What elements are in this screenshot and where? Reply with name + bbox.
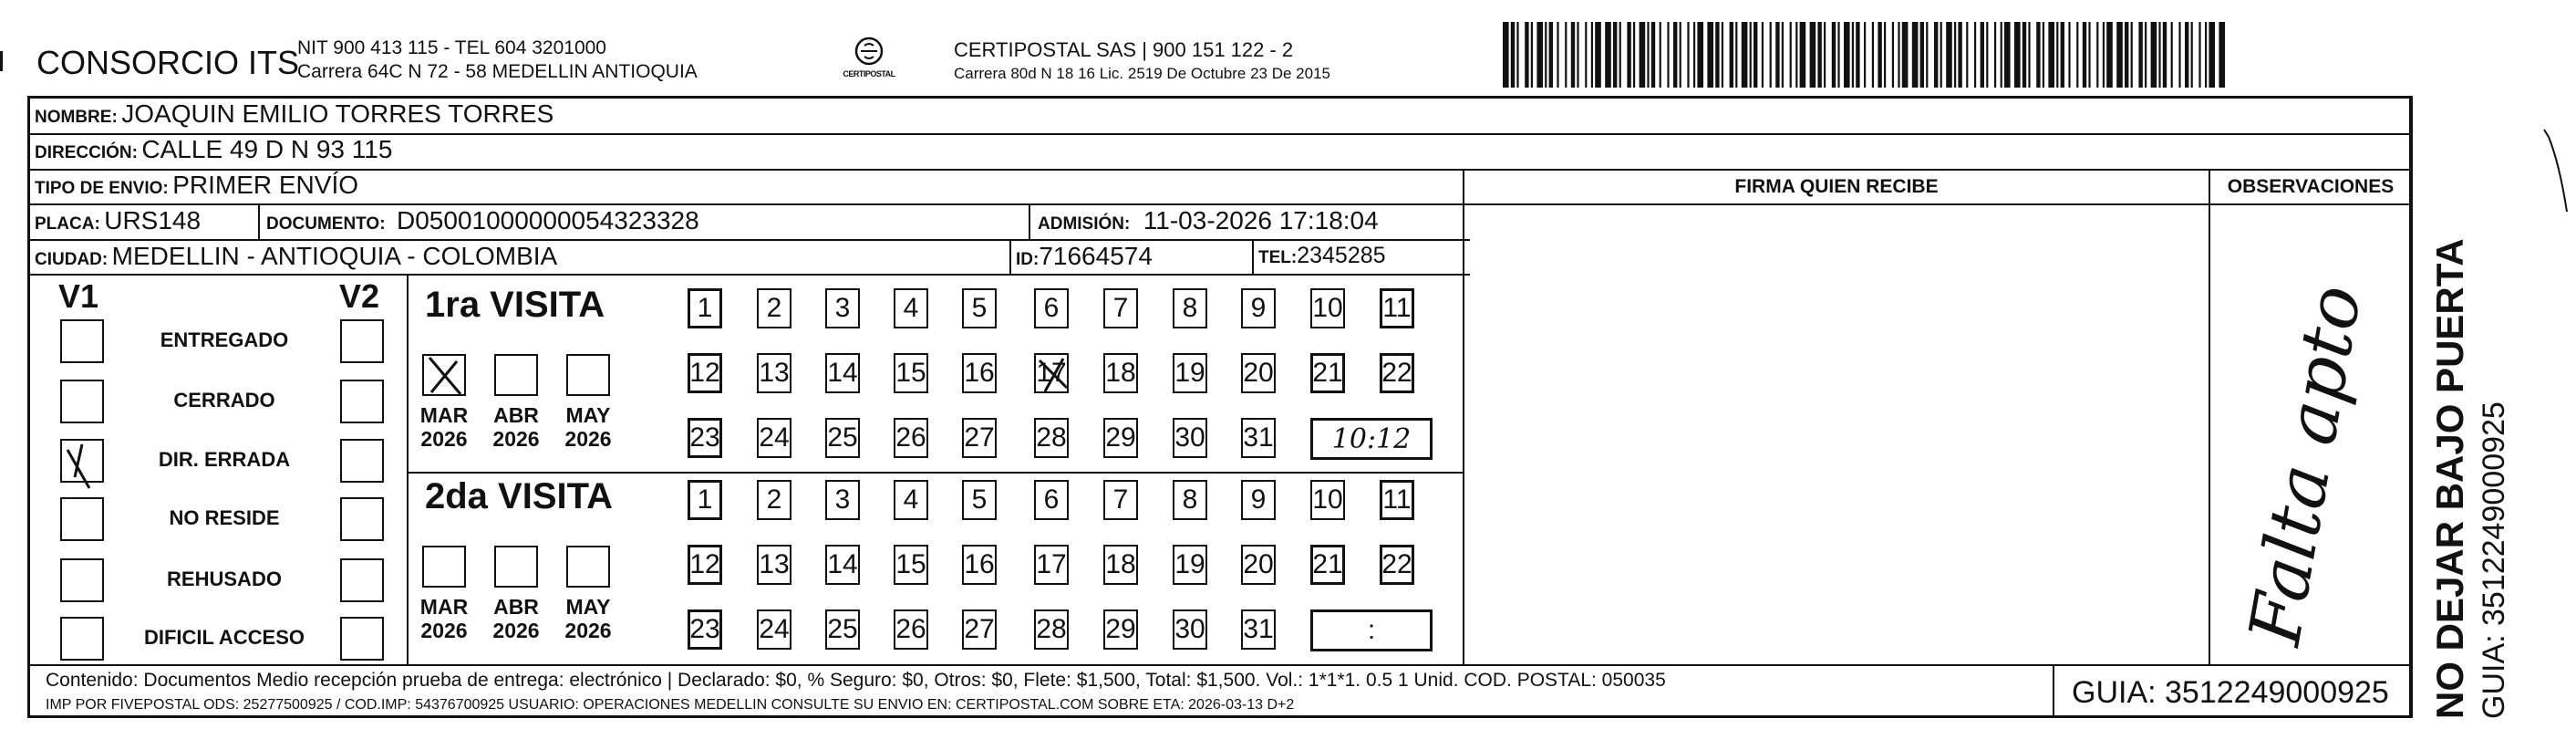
day-box[interactable]: 20 bbox=[1241, 353, 1276, 393]
barcode-bar bbox=[2198, 22, 2200, 88]
month-name: ABR bbox=[493, 595, 539, 619]
tel-field bbox=[1258, 243, 1386, 269]
barcode-bar bbox=[1775, 22, 1779, 88]
barcode-bar bbox=[1585, 22, 1587, 88]
month-checkbox[interactable] bbox=[494, 354, 538, 396]
barcode-bar bbox=[2028, 22, 2030, 88]
barcode-bar bbox=[1640, 22, 1646, 88]
tipo-envio-label: TIPO DE ENVIO: bbox=[35, 179, 169, 198]
barcode-bar bbox=[2036, 22, 2040, 88]
day-box[interactable]: 10 bbox=[1310, 288, 1345, 328]
day-box[interactable]: 1 bbox=[688, 288, 722, 328]
day-box[interactable]: 30 bbox=[1173, 418, 1207, 458]
barcode-bar bbox=[1735, 22, 1737, 88]
barcode-bar bbox=[1954, 22, 1956, 88]
barcode-bar bbox=[1844, 22, 1850, 88]
barcode-bar bbox=[2023, 22, 2026, 88]
month-name: MAR bbox=[419, 595, 469, 619]
side-vertical-text bbox=[2413, 99, 2522, 728]
v2-checkbox[interactable] bbox=[340, 558, 384, 602]
barcode-bar bbox=[2014, 22, 2021, 88]
day-box[interactable]: 3 bbox=[825, 480, 860, 520]
direccion-field bbox=[35, 135, 392, 164]
day-box[interactable]: 18 bbox=[1103, 545, 1138, 585]
month-checkbox[interactable] bbox=[566, 546, 610, 588]
barcode-bar bbox=[2043, 22, 2044, 88]
tipo-envio-field bbox=[35, 171, 358, 200]
barcode-bar bbox=[1981, 22, 1984, 88]
barcode-bar bbox=[1770, 22, 1772, 88]
barcode-bar bbox=[1605, 22, 1611, 88]
day-box[interactable]: 29 bbox=[1103, 418, 1138, 458]
barcode-bar bbox=[1884, 22, 1886, 88]
day-box[interactable]: 2 bbox=[757, 288, 791, 328]
barcode-bar bbox=[2116, 22, 2123, 88]
barcode-bar bbox=[1946, 22, 1952, 88]
v1-checkbox[interactable] bbox=[60, 558, 104, 602]
ciudad-value: MEDELLIN - ANTIOQUIA - COLOMBIA bbox=[111, 242, 558, 270]
id-field bbox=[1016, 242, 1153, 271]
barcode-bar bbox=[2048, 22, 2054, 88]
day-box[interactable]: 14 bbox=[825, 353, 860, 393]
checkmark-icon bbox=[62, 441, 102, 481]
v2-checkbox[interactable] bbox=[340, 439, 384, 483]
barcode-bar bbox=[1810, 22, 1816, 88]
v1-checkbox[interactable] bbox=[60, 439, 104, 483]
month-checkbox[interactable] bbox=[422, 354, 466, 396]
barcode-bar bbox=[1680, 22, 1681, 88]
barcode-bar bbox=[1667, 22, 1669, 88]
barcode-bar bbox=[1627, 22, 1630, 88]
barcode-bar bbox=[2131, 22, 2133, 88]
month-name: MAY bbox=[565, 595, 611, 619]
day-box[interactable]: 31 bbox=[1241, 609, 1276, 650]
barcode-bar bbox=[1790, 22, 1792, 88]
barcode-bar bbox=[2145, 22, 2147, 88]
barcode-bar bbox=[1511, 22, 1515, 88]
barcode-bar bbox=[2163, 22, 2167, 88]
day-box[interactable]: 6 bbox=[1034, 288, 1069, 328]
day-box[interactable]: 21 bbox=[1310, 545, 1345, 585]
day-box[interactable]: 13 bbox=[757, 545, 791, 585]
day-box[interactable]: 21 bbox=[1310, 353, 1345, 393]
day-box[interactable]: 23 bbox=[688, 418, 722, 458]
day-box[interactable]: 23 bbox=[688, 609, 722, 650]
checkmark-icon bbox=[1036, 355, 1071, 395]
day-box[interactable]: 11 bbox=[1380, 480, 1414, 520]
barcode-bar bbox=[1878, 22, 1881, 88]
barcode-bar bbox=[2106, 22, 2113, 88]
barcode-bar bbox=[1577, 22, 1578, 88]
day-box[interactable]: 10 bbox=[1310, 480, 1345, 520]
company-address-line: Carrera 64C N 72 - 58 MEDELLIN ANTIOQUIA bbox=[297, 61, 698, 82]
barcode-bar bbox=[1940, 22, 1942, 88]
barcode-bar bbox=[1795, 22, 1797, 88]
day-box[interactable]: 22 bbox=[1380, 353, 1414, 393]
nombre-label: NOMBRE: bbox=[35, 108, 118, 127]
barcode-bar bbox=[1571, 22, 1575, 88]
direccion-label: DIRECCIÓN: bbox=[35, 143, 138, 162]
month-year: 2026 bbox=[564, 619, 612, 642]
day-box[interactable]: 9 bbox=[1241, 480, 1276, 520]
v2-checkbox[interactable] bbox=[340, 497, 384, 541]
month-year: 2026 bbox=[420, 427, 468, 451]
barcode-bar bbox=[1613, 22, 1617, 88]
day-box[interactable]: 8 bbox=[1173, 288, 1207, 328]
barcode-bar bbox=[2001, 22, 2002, 88]
direccion-value: CALLE 49 D N 93 115 bbox=[141, 135, 393, 163]
barcode-bar bbox=[1856, 22, 1859, 88]
barcode-bar bbox=[1912, 22, 1919, 88]
barcode-bar bbox=[1837, 22, 1839, 88]
barcode-bar bbox=[1750, 22, 1752, 88]
certipostal-logo bbox=[837, 35, 901, 89]
documento-value: D05001000000054323328 bbox=[397, 206, 699, 234]
day-box[interactable]: 13 bbox=[757, 353, 791, 393]
day-box[interactable]: 26 bbox=[894, 609, 928, 650]
month-checkbox[interactable] bbox=[494, 546, 538, 588]
documento-field bbox=[266, 206, 699, 235]
day-box[interactable]: 7 bbox=[1103, 288, 1138, 328]
month-year: 2026 bbox=[420, 619, 468, 642]
barcode-bar bbox=[1531, 22, 1533, 88]
barcode-bar bbox=[1687, 22, 1689, 88]
day-box[interactable]: 17 bbox=[1034, 353, 1069, 393]
logo-caption: CERTIPOSTAL bbox=[843, 69, 895, 78]
v1-header: V1 bbox=[58, 277, 99, 315]
day-box[interactable]: 7 bbox=[1103, 480, 1138, 520]
barcode-bar bbox=[1934, 22, 1938, 88]
status-label: REHUSADO bbox=[167, 568, 282, 590]
barcode-bar bbox=[1898, 22, 1899, 88]
month-checkbox[interactable] bbox=[566, 354, 610, 396]
footer-contents: Contenido: Documentos Medio recepción prueba de entrega: electrónico | Declarado: $0, % Seguro: $0, Otros: $0, Flete: $1,500, Total: $1,500. Vol.: 1*1*1. 0.5 1 Unid. COD. POSTAL: 050035 bbox=[46, 670, 1666, 691]
barcode-bar bbox=[2205, 22, 2207, 88]
barcode-bar bbox=[1782, 22, 1784, 88]
month-name: MAY bbox=[565, 403, 611, 427]
barcode-bar bbox=[1503, 22, 1509, 88]
barcode-bar bbox=[1591, 22, 1593, 88]
barcode-bar bbox=[1707, 22, 1713, 88]
month-year: 2026 bbox=[564, 427, 612, 451]
day-box[interactable]: 5 bbox=[962, 480, 997, 520]
barcode-bar bbox=[2209, 22, 2215, 88]
barcode-bar bbox=[2151, 22, 2157, 88]
barcode-bar bbox=[2096, 22, 2098, 88]
month-name: ABR bbox=[493, 403, 539, 427]
ciudad-label: CIUDAD: bbox=[35, 250, 109, 269]
day-box[interactable]: 5 bbox=[962, 288, 997, 328]
day-box[interactable]: 11 bbox=[1380, 288, 1414, 328]
day-box[interactable]: 25 bbox=[825, 609, 860, 650]
edge-mark bbox=[0, 51, 3, 71]
barcode-bar bbox=[1549, 22, 1553, 88]
id-label: ID: bbox=[1016, 250, 1040, 269]
firma-header: FIRMA QUIEN RECIBE bbox=[1734, 176, 1939, 197]
day-box[interactable]: 29 bbox=[1103, 609, 1138, 650]
barcode-bar bbox=[2158, 22, 2160, 88]
day-box[interactable]: 8 bbox=[1173, 480, 1207, 520]
footer-guia: GUIA: 3512249000925 bbox=[2072, 675, 2389, 710]
tel-label: TEL: bbox=[1258, 248, 1298, 267]
month-label bbox=[417, 403, 471, 451]
v2-checkbox[interactable] bbox=[340, 319, 384, 363]
nombre-value: JOAQUIN EMILIO TORRES TORRES bbox=[121, 99, 554, 128]
month-year: 2026 bbox=[492, 427, 540, 451]
barcode bbox=[1503, 22, 2228, 88]
month-label bbox=[561, 595, 616, 642]
barcode-bar bbox=[2138, 22, 2142, 88]
footer-print-info: IMP POR FIVEPOSTAL ODS: 25277500925 / COD.IMP: 54376700925 USUARIO: OPERACIONES MEDELLIN CONSULTE SU ENVIO EN: CERTIPOSTAL.COM SOBRE ETA: 2026-03-13 D+2 bbox=[46, 697, 1295, 713]
day-box[interactable]: 19 bbox=[1173, 545, 1207, 585]
day-box[interactable]: 28 bbox=[1034, 418, 1069, 458]
day-box[interactable]: 25 bbox=[825, 418, 860, 458]
v1-checkbox[interactable] bbox=[60, 617, 104, 661]
nombre-field bbox=[35, 99, 553, 129]
placa-field bbox=[35, 206, 201, 235]
observaciones-header: OBSERVACIONES bbox=[2227, 176, 2395, 197]
status-label: DIR. ERRADA bbox=[158, 448, 291, 471]
barcode-bar bbox=[1565, 22, 1567, 88]
day-box[interactable]: 1 bbox=[688, 480, 722, 520]
v1-checkbox[interactable] bbox=[60, 319, 104, 363]
barcode-bar bbox=[2185, 22, 2188, 88]
barcode-bar bbox=[1633, 22, 1635, 88]
barcode-bar bbox=[2076, 22, 2078, 88]
day-box[interactable]: 20 bbox=[1241, 545, 1276, 585]
day-box[interactable]: 16 bbox=[962, 353, 997, 393]
day-box[interactable]: 14 bbox=[825, 545, 860, 585]
barcode-bar bbox=[1722, 22, 1723, 88]
status-label: DIFICIL ACCESO bbox=[143, 626, 305, 649]
barcode-bar bbox=[2219, 22, 2225, 88]
v2-checkbox[interactable] bbox=[340, 380, 384, 423]
month-year: 2026 bbox=[492, 619, 540, 642]
barcode-bar bbox=[1926, 22, 1928, 88]
barcode-bar bbox=[1697, 22, 1703, 88]
barcode-bar bbox=[2191, 22, 2193, 88]
barcode-bar bbox=[2061, 22, 2064, 88]
day-box[interactable]: 27 bbox=[962, 609, 997, 650]
barcode-bar bbox=[1817, 22, 1821, 88]
barcode-bar bbox=[1824, 22, 1826, 88]
barcode-bar bbox=[1902, 22, 1909, 88]
barcode-bar bbox=[2103, 22, 2105, 88]
day-box[interactable]: 16 bbox=[962, 545, 997, 585]
v2-header: V2 bbox=[339, 277, 380, 315]
admision-label: ADMISIÓN: bbox=[1038, 214, 1131, 234]
company-name: CONSORCIO ITS bbox=[36, 44, 300, 81]
barcode-bar bbox=[2068, 22, 2070, 88]
handwritten-observation bbox=[2211, 274, 2407, 657]
ciudad-field bbox=[35, 242, 557, 271]
barcode-bar bbox=[1647, 22, 1649, 88]
barcode-bar bbox=[2171, 22, 2173, 88]
barcode-bar bbox=[1545, 22, 1547, 88]
day-box[interactable]: 24 bbox=[757, 418, 791, 458]
month-checkbox[interactable] bbox=[422, 546, 466, 588]
barcode-bar bbox=[1872, 22, 1874, 88]
visit1-title: 1ra VISITA bbox=[425, 285, 605, 325]
barcode-bar bbox=[1525, 22, 1528, 88]
time-box[interactable]: 10:12 bbox=[1310, 418, 1433, 460]
day-box[interactable]: 15 bbox=[894, 353, 928, 393]
day-box[interactable]: 19 bbox=[1173, 353, 1207, 393]
barcode-bar bbox=[1974, 22, 1976, 88]
placa-value: URS148 bbox=[104, 206, 202, 234]
barcode-bar bbox=[1516, 22, 1518, 88]
day-box[interactable]: 18 bbox=[1103, 353, 1138, 393]
barcode-bar bbox=[2125, 22, 2128, 88]
v2-checkbox[interactable] bbox=[340, 617, 384, 661]
barcode-bar bbox=[1730, 22, 1733, 88]
time-box[interactable]: : bbox=[1310, 609, 1433, 651]
month-label bbox=[489, 403, 543, 451]
barcode-bar bbox=[1595, 22, 1601, 88]
barcode-bar bbox=[1762, 22, 1764, 88]
day-box[interactable]: 4 bbox=[894, 480, 928, 520]
barcode-bar bbox=[1673, 22, 1677, 88]
day-box[interactable]: 30 bbox=[1173, 609, 1207, 650]
barcode-bar bbox=[1864, 22, 1866, 88]
barcode-bar bbox=[2083, 22, 2086, 88]
month-name: MAR bbox=[419, 403, 469, 427]
day-box[interactable]: 12 bbox=[688, 353, 722, 393]
day-box[interactable]: 12 bbox=[688, 545, 722, 585]
month-label bbox=[561, 403, 616, 451]
barcode-bar bbox=[1800, 22, 1806, 88]
placa-label: PLACA: bbox=[35, 214, 100, 234]
barcode-bar bbox=[2056, 22, 2058, 88]
day-box[interactable]: 22 bbox=[1380, 545, 1414, 585]
admision-field bbox=[1038, 206, 1379, 235]
barcode-bar bbox=[1651, 22, 1655, 88]
barcode-bar bbox=[1994, 22, 1996, 88]
month-label bbox=[489, 595, 543, 642]
day-box[interactable]: 9 bbox=[1241, 288, 1276, 328]
id-value: 71664574 bbox=[1039, 242, 1153, 270]
day-box[interactable]: 26 bbox=[894, 418, 928, 458]
barcode-bar bbox=[1958, 22, 1961, 88]
barcode-bar bbox=[1832, 22, 1836, 88]
status-label: NO RESIDE bbox=[169, 506, 280, 529]
barcode-bar bbox=[2178, 22, 2180, 88]
tipo-envio-value: PRIMER ENVÍO bbox=[172, 171, 359, 199]
day-box[interactable]: 27 bbox=[962, 418, 997, 458]
barcode-bar bbox=[1742, 22, 1748, 88]
status-label: ENTREGADO bbox=[160, 328, 289, 351]
barcode-bar bbox=[2088, 22, 2090, 88]
day-box[interactable]: 24 bbox=[757, 609, 791, 650]
barcode-bar bbox=[1660, 22, 1661, 88]
day-box[interactable]: 6 bbox=[1034, 480, 1069, 520]
barcode-bar bbox=[1557, 22, 1558, 88]
barcode-bar bbox=[1715, 22, 1719, 88]
barcode-bar bbox=[1852, 22, 1854, 88]
barcode-bar bbox=[2004, 22, 2011, 88]
month-label bbox=[417, 595, 471, 642]
side-guia-text: GUIA: 3512249000925 bbox=[2477, 401, 2511, 719]
documento-label: DOCUMENTO: bbox=[266, 214, 386, 234]
barcode-bar bbox=[1966, 22, 1968, 88]
day-box[interactable]: 17 bbox=[1034, 545, 1069, 585]
no-dejar-text: NO DEJAR BAJO PUERTA bbox=[2428, 238, 2471, 719]
day-box[interactable]: 28 bbox=[1034, 609, 1069, 650]
day-box[interactable]: 3 bbox=[825, 288, 860, 328]
barcode-bar bbox=[1892, 22, 1894, 88]
tel-value: 2345285 bbox=[1297, 243, 1386, 268]
company-nit-line: NIT 900 413 115 - TEL 604 3201000 bbox=[297, 37, 606, 58]
barcode-bar bbox=[1619, 22, 1621, 88]
v1-checkbox[interactable] bbox=[60, 497, 104, 541]
day-box[interactable]: 2 bbox=[757, 480, 791, 520]
courier-license-line: Carrera 80d N 18 16 Lic. 2519 De Octubre 23 De 2015 bbox=[954, 65, 1330, 82]
barcode-bar bbox=[1754, 22, 1757, 88]
edge-scribble bbox=[2540, 128, 2576, 219]
barcode-bar bbox=[1920, 22, 1924, 88]
courier-line: CERTIPOSTAL SAS | 900 151 122 - 2 bbox=[954, 38, 1294, 61]
status-label: CERRADO bbox=[173, 389, 275, 411]
barcode-bar bbox=[1986, 22, 1988, 88]
v1-checkbox[interactable] bbox=[60, 380, 104, 423]
observation-text: Falta apto bbox=[2234, 279, 2378, 651]
checkmark-icon bbox=[424, 356, 466, 396]
barcode-bar bbox=[1536, 22, 1543, 88]
day-box[interactable]: 4 bbox=[894, 288, 928, 328]
day-box[interactable]: 31 bbox=[1241, 418, 1276, 458]
visit2-title: 2da VISITA bbox=[425, 476, 613, 516]
day-box[interactable]: 15 bbox=[894, 545, 928, 585]
admision-value: 11-03-2026 17:18:04 bbox=[1143, 206, 1379, 234]
barcode-bar bbox=[1693, 22, 1695, 88]
